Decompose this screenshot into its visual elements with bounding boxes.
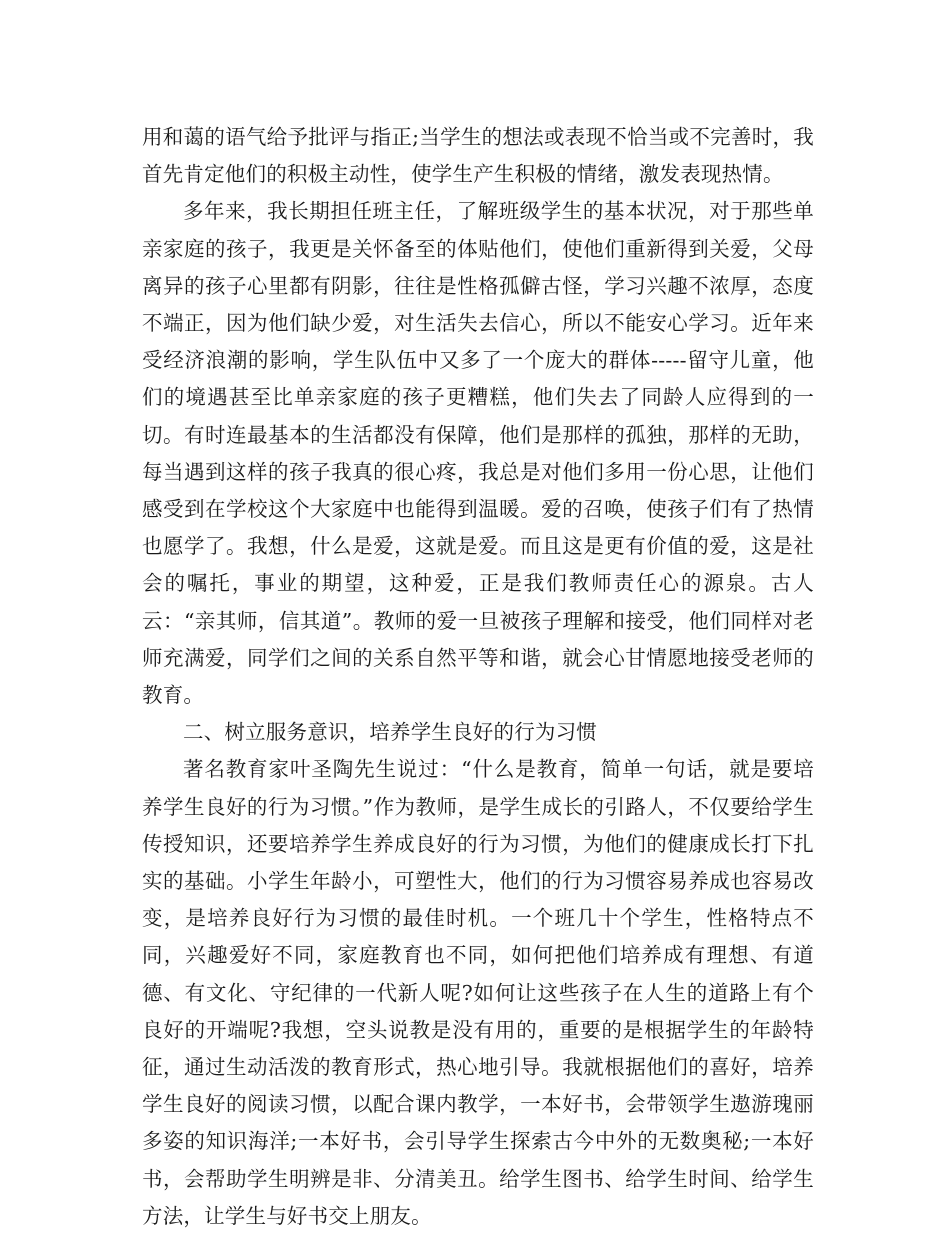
paragraph-1: 用和蔼的语气给予批评与指正;当学生的想法或表现不恰当或不完善时，我首先肯定他们的积极主动性，使学生产生积极的情绪，激发表现热情。 (142, 125, 814, 187)
section-heading: 二、树立服务意识，培养学生良好的行为习惯 (183, 720, 597, 745)
paragraph-3: 著名教育家叶圣陶先生说过：“什么是教育，简单一句话，就是要培养学生良好的行为习惯。”作为教师，是学生成长的引路人，不仅要给学生传授知识，还要培养学生养成良好的行为习惯，为他们的健康成长打下扎实的基础。小学生年龄小，可塑性大，他们的行为习惯容易养成也容易改变，是培养良好行为习惯的最佳时机。一个班几十个学生，性格特点不同，兴趣爱好不同，家庭教育也不同，如何把他们培养成有理想、有道德、有文化、守纪律的一代新人呢?如何让这些孩子在人生的道路上有个良好的开端呢?我想，空头说教是没有用的，重要的是根据学生的年龄特征，通过生动活泼的教育形式，热心地引导。我就根据他们的喜好，培养学生良好的阅读习惯，以配合课内教学，一本好书，会带领学生遨游瑰丽多姿的知识海洋;一本好书，会引导学生探索古今中外的无数奥秘;一本好书，会帮助学生明辨是非、分清美丑。给学生图书、给学生时间、给学生方法，让学生与好书交上朋友。 (142, 757, 814, 1228)
document-page (142, 119, 814, 1235)
paragraph-2: 多年来，我长期担任班主任，了解班级学生的基本状况，对于那些单亲家庭的孩子，我更是关怀备至的体贴他们，使他们重新得到关爱，父母离异的孩子心里都有阴影，往往是性格孤僻古怪，学习兴趣不浓厚，态度不端正，因为他们缺少爱，对生活失去信心，所以不能安心学习。近年来受经济浪潮的影响，学生队伍中又多了一个庞大的群体-----留守儿童，他们的境遇甚至比单亲家庭的孩子更糟糕，他们失去了同龄人应得到的一切。有时连最基本的生活都没有保障，他们是那样的孤独，那样的无助，每当遇到这样的孩子我真的很心疼，我总是对他们多用一份心思，让他们感受到在学校这个大家庭中也能得到温暖。爱的召唤，使孩子们有了热情也愿学了。我想，什么是爱，这就是爱。而且这是更有价值的爱，这是社会的嘱托，事业的期望，这种爱，正是我们教师责任心的源泉。古人云：“亲其师，信其道”。教师的爱一旦被孩子理解和接受，他们同样对老师充满爱，同学们之间的关系自然平等和谐，就会心甘情愿地接受老师的教育。 (142, 199, 814, 708)
